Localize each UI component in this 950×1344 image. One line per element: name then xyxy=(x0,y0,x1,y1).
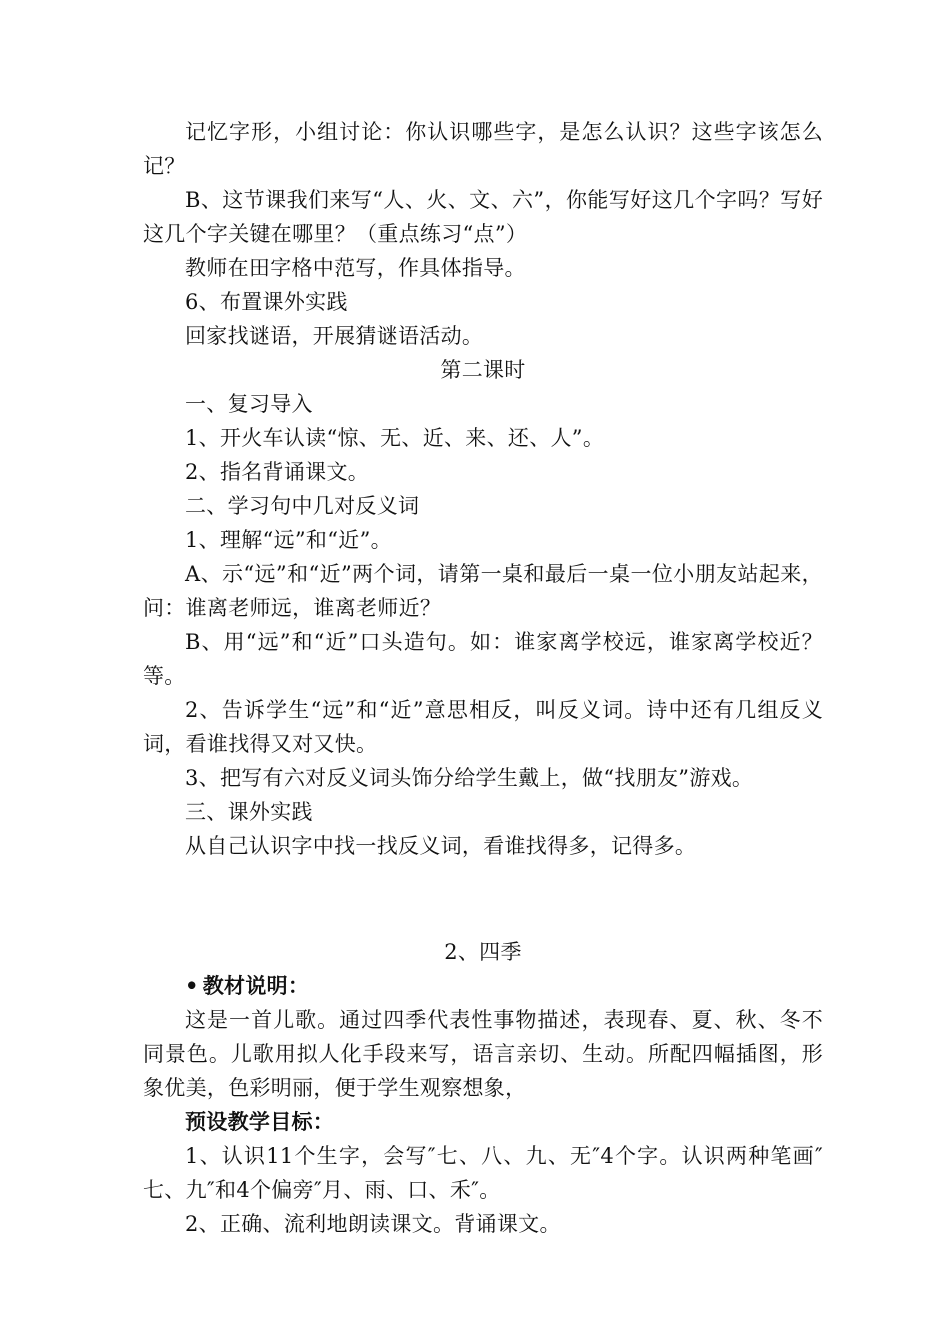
bullet-icon: • xyxy=(185,973,199,998)
goals-heading: 预设教学目标： xyxy=(185,1110,335,1134)
paragraph-practice-1: 从自己认识字中找一找反义词，看谁找得多，记得多。 xyxy=(185,834,697,858)
paragraph-antonym-1a: A、示“远”和“近”两个词，请第一桌和最后一桌一位小朋友站起来，问：谁离老师远，谁离老师近？ xyxy=(143,562,823,620)
section-title-seasons: 2、四季 xyxy=(444,940,522,964)
subheading-antonyms: 二、学习句中几对反义词 xyxy=(185,494,420,518)
subheading-practice: 三、课外实践 xyxy=(185,800,313,824)
paragraph-antonym-2: 2、告诉学生“远”和“近”意思相反，叫反义词。诗中还有几组反义词，看谁找得又对又快。 xyxy=(143,698,823,756)
paragraph-antonym-1b: B、用“远”和“近”口头造句。如：谁家离学校远，谁家离学校近？等。 xyxy=(143,630,823,688)
paragraph-writing-practice: B、这节课我们来写“人、火、文、六”，你能写好这几个字吗？写好这几个字关键在哪里？（重点练习“点”） xyxy=(143,188,823,246)
paragraph-review-1: 1、开火车认读“惊、无、近、来、还、人”。 xyxy=(185,426,605,450)
section-heading-second-lesson: 第二课时 xyxy=(440,358,526,382)
material-heading-line xyxy=(143,969,823,1003)
paragraph-assign-practice: 6、布置课外实践 xyxy=(185,290,348,314)
paragraph-review-2: 2、指名背诵课文。 xyxy=(185,460,370,484)
document-body xyxy=(143,115,823,1241)
paragraph-material-text: 这是一首儿歌。通过四季代表性事物描述，表现春、夏、秋、冬不同景色。儿歌用拟人化手段来写，语言亲切、生动。所配四幅插图，形象优美，色彩明丽，便于学生观察想象， xyxy=(143,1008,823,1100)
paragraph-riddles: 回家找谜语，开展猜谜语活动。 xyxy=(185,324,484,348)
subheading-review: 一、复习导入 xyxy=(185,392,313,416)
paragraph-antonym-1: 1、理解“远”和“近”。 xyxy=(185,528,392,552)
material-heading: 教材说明： xyxy=(202,974,310,998)
paragraph-memorize-shapes: 记忆字形，小组讨论：你认识哪些字，是怎么认识？这些字该怎么记？ xyxy=(143,120,823,178)
goals-heading-line xyxy=(143,1105,823,1139)
paragraph-antonym-3: 3、把写有六对反义词头饰分给学生戴上，做“找朋友”游戏。 xyxy=(185,766,754,790)
paragraph-goal-2: 2、正确、流利地朗读课文。背诵课文。 xyxy=(185,1212,561,1236)
paragraph-goal-1: 1、认识11个生字，会写″七、八、九、无″4个字。认识两种笔画″七、九″和4个偏旁″月、雨、口、禾″。 xyxy=(143,1144,823,1202)
paragraph-teacher-demo: 教师在田字格中范写，作具体指导。 xyxy=(185,256,526,280)
